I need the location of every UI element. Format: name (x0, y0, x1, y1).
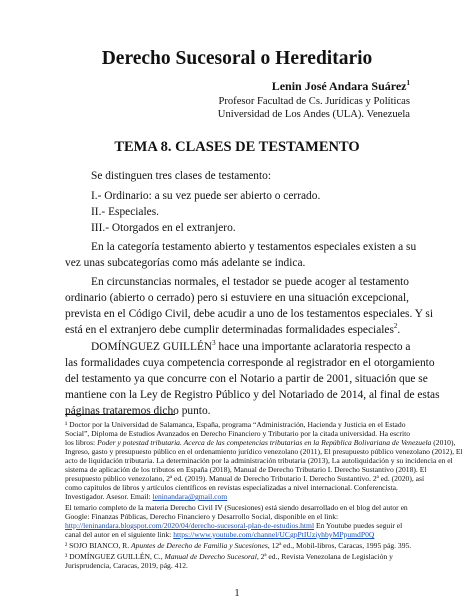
affiliation-line: Universidad de Los Andes (ULA). Venezuela (217, 109, 410, 120)
footnote-line (65, 492, 227, 501)
email-link[interactable]: leninandara@gmail.com (152, 492, 228, 501)
paragraph-line: las formalidades cuya competencia corresponde al registrador en el otorgamiento (65, 357, 435, 369)
paragraph-text: hace una importante aclaratoria respecto a (215, 341, 411, 353)
document-title: Derecho Sucesoral o Hereditario (101, 48, 373, 69)
author-name-text: Lenin José Andara Suárez (271, 79, 407, 93)
paragraph-line: vez unas subcategorías como más adelante se indica. (65, 257, 306, 269)
footnote-text: En Youtube puedes seguir el (314, 521, 403, 530)
footnote-line (65, 541, 411, 550)
footnote-line: presupuesto público venezolano, 2ª ed. (2019). Manual de Derecho Tributario I. Derecho Sustantivo. 2ª ed. (2020), así (65, 474, 425, 483)
footnote-line: sistema de aplicación de los tributos en España (2018), Manual de Derecho Tributario I. Derecho Sustantivo (2018). El (65, 465, 427, 474)
paragraph-line: páginas trataremos dicho punto. (65, 405, 211, 417)
footnote-text: , 2ª ed., Revista Venezolana de Legislación y (256, 552, 393, 561)
paragraph-line (65, 341, 409, 353)
footnote-line: acto de liquidación tributaria. La determinación por la administración tributaria (2013), La autoliquidación y su incidencia en el (65, 456, 453, 465)
footnote-line (65, 438, 455, 447)
author-name (272, 79, 410, 94)
section-title: TEMA 8. CLASES DE TESTAMENTO (114, 139, 360, 155)
paragraph-line: En circunstancias normales, el testador se puede acoger al testamento (91, 276, 409, 288)
footnote-line (65, 530, 374, 539)
page-number: 1 (234, 588, 240, 599)
affiliation-line: Profesor Facultad de Cs. Jurídicas y Políticas (218, 96, 410, 107)
youtube-link[interactable]: https://www.youtube.com/channel/UCgpPtIUziyhbyMPpumdP0Q (173, 530, 375, 539)
footnote-line: Jurisprudencia, Caracas, 2019, pág. 412. (65, 561, 188, 570)
footnote-line: como capítulos de libros y artículos científicos en revistas especializadas a nivel internacional. Conferencista. (65, 483, 398, 492)
footnote-line: Ingreso, gasto y presupuesto público en el ordenamiento jurídico venezolano (2011), El presupuesto público venezolano (2012), El (65, 447, 463, 456)
intro-text: Se distinguen tres clases de testamento: (91, 170, 271, 182)
footnote-line: ¹ Doctor por la Universidad de Salamanca, España, programa “Administración, Hacienda y Justicia en el Estado (65, 420, 406, 429)
footnote-text: ³ DOMÍNGUEZ GUILLÉN, C., (65, 552, 165, 561)
book-title: Manual de Derecho Sucesoral (164, 552, 257, 561)
footnote-text: (2010), (431, 438, 456, 447)
footnote-text: los libros: (65, 438, 98, 447)
footnote-text: canal del autor en el siguiente link: (65, 530, 174, 539)
blog-link[interactable]: http://leninandara.blogspot.com/2020/04/derecho-sucesoral-plan-de-estudios.html (65, 521, 315, 530)
footnote-marker[interactable]: 3 (212, 339, 216, 348)
list-item: I.- Ordinario: a su vez puede ser abierto o cerrado. (91, 190, 321, 202)
book-title: Apuntes de Derecho de Familia y Sucesiones (131, 541, 268, 550)
paragraph-line: mantiene con la Ley de Registro Público y del Notariado de 2014, al final de estas (65, 389, 440, 401)
paragraph-line: prevista en el Código Civil, debe acudir a uno de los testamentos especiales. Y si (65, 308, 433, 320)
footnote-text: Investigador. Asesor. Email: (65, 492, 153, 501)
footnote-separator (65, 414, 175, 415)
footnote-line: Social”, Diploma de Estudios Avanzados en Derecho Financiero y Tributario por la citada universidad. Ha escrito (65, 429, 411, 438)
footnote-line: Google: Finanzas Públicas, Derecho Financiero y Desarrollo Social, disponible en el link: (65, 512, 339, 521)
paragraph-line: está en el extranjero debe cumplir determinadas formalidades especiales$^2$. (65, 322, 401, 336)
paragraph-line: ordinario (abierto o cerrado) pero si estuviere en una situación excepcional, (65, 292, 409, 304)
book-title: Poder y potestad tributaria. Acerca de las competencias tributarias en la República Bolivariana de Venezuela (97, 438, 432, 447)
footnote-text: ² SOJO BIANCO, R. (65, 541, 131, 550)
footnote-text: , 12ª ed., Mobil-libros, Caracas, 1995 pág. 395. (267, 541, 412, 550)
footnote-line: El temario completo de la materia Derecho Civil IV (Sucesiones) está siendo desarrollado en el blog del autor en (65, 503, 408, 512)
footnote-line (65, 521, 402, 530)
footnote-line (65, 552, 393, 561)
list-item: II.- Especiales. (91, 206, 159, 218)
cited-author: DOMÍNGUEZ GUILLÉN (91, 341, 213, 353)
paragraph-line: En la categoría testamento abierto y testamentos especiales existen a su (91, 241, 417, 253)
author-footnote-marker[interactable]: 1 (406, 79, 410, 87)
footnote-marker[interactable]: 2 (393, 322, 398, 331)
paragraph-line: del testamento ya que concurre con el Notario a partir de 2001, situación que se (65, 373, 428, 385)
paragraph-text: está en el extranjero debe cumplir determinadas formalidades especiales (65, 324, 394, 336)
list-item: III.- Otorgados en el extranjero. (91, 222, 236, 234)
